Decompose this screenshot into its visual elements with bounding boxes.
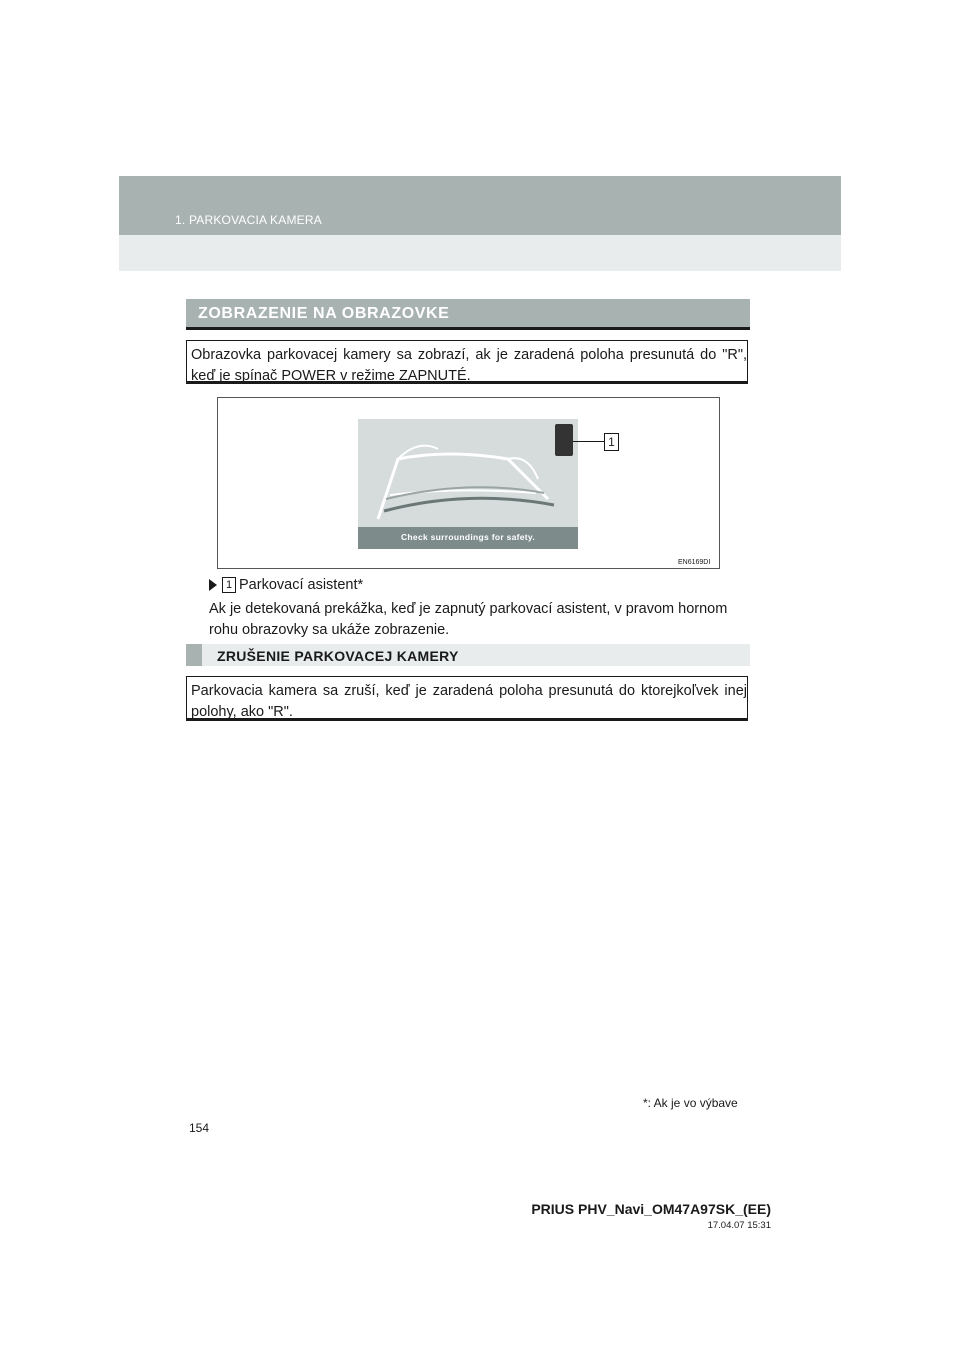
footnote: *: Ak je vo výbave [643, 1096, 738, 1110]
callout-number: 1 [604, 433, 619, 451]
parking-sensor-icon [555, 424, 573, 456]
subsection-title: ZRUŠENIE PARKOVACEJ KAMERY [217, 648, 459, 664]
legend-number: 1 [222, 577, 236, 593]
legend-description: Ak je detekovaná prekážka, keď je zapnutý parkovací asistent, v pravom hornom rohu obrazovky sa ukáže zobrazenie. [209, 601, 728, 638]
camera-screen [358, 419, 578, 549]
section-title: ZOBRAZENIE NA OBRAZOVKE [198, 305, 450, 322]
subsection-accent [186, 644, 202, 666]
legend-item [209, 577, 363, 593]
header-subband [119, 235, 841, 271]
intro-box: Obrazovka parkovacej kamery sa zobrazí, ak je zaradená poloha presunutá do "R", keď je spínač POWER v režime ZAPNUTÉ. [186, 340, 748, 384]
document-id: PRIUS PHV_Navi_OM47A97SK_(EE) [531, 1201, 771, 1217]
safety-banner-text: Check surroundings for safety. [400, 532, 535, 542]
section-header [186, 299, 750, 330]
figure-code: EN6169DI [678, 559, 711, 566]
safety-banner [358, 527, 578, 549]
legend-label: Parkovací asistent* [239, 577, 364, 593]
subsection-box: Parkovacia kamera sa zruší, keď je zaradená poloha presunutá do ktorejkoľvek inej polohy, ako "R". [186, 676, 748, 721]
triangle-bullet-icon [209, 579, 217, 591]
chapter-title: 1. PARKOVACIA KAMERA [175, 213, 322, 227]
page-number: 154 [189, 1121, 210, 1135]
subsection-header [186, 644, 750, 666]
callout-line [573, 441, 604, 442]
document-date: 17.04.07 15:31 [707, 1220, 771, 1231]
